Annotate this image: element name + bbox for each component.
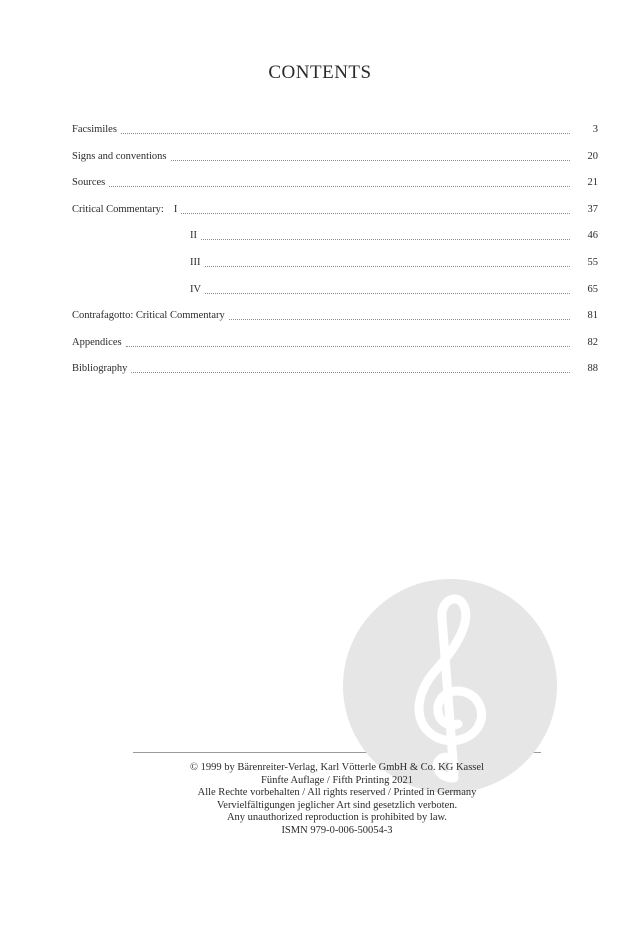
toc-page-number: 46 xyxy=(587,230,598,242)
toc-row xyxy=(72,124,598,151)
toc-leader-dots xyxy=(126,337,570,347)
toc-row xyxy=(72,177,598,204)
imprint-line: Alle Rechte vorbehalten / All rights reserved / Printed in Germany xyxy=(197,787,477,799)
toc-page-number: 21 xyxy=(587,177,598,189)
toc-label: Bibliography xyxy=(72,363,131,374)
imprint-line: Any unauthorized reproduction is prohibited by law. xyxy=(226,812,448,824)
toc-page-number: 82 xyxy=(587,336,598,348)
imprint-line: ISMN 979-0-006-50054-3 xyxy=(281,824,393,836)
toc-row xyxy=(72,284,598,311)
toc-page-number: 3 xyxy=(592,124,598,135)
imprint-line: © 1999 by Bärenreiter-Verlag, Karl Vötterle GmbH & Co. KG Kassel xyxy=(190,762,484,773)
toc-row xyxy=(72,151,598,178)
toc-row xyxy=(72,337,598,364)
toc-leader-dots xyxy=(131,363,570,373)
toc-leader-dots xyxy=(171,151,571,161)
toc-leader-dots xyxy=(121,124,570,134)
page-title: CONTENTS xyxy=(268,62,372,83)
toc-row xyxy=(72,204,598,231)
copyright-imprint xyxy=(133,762,541,838)
toc-label: Facsimiles xyxy=(72,124,121,135)
toc-leader-dots xyxy=(205,257,571,267)
toc-sublabel: I xyxy=(168,204,182,215)
toc-page-number: 81 xyxy=(587,310,598,322)
toc-row xyxy=(72,230,598,257)
toc-sublabel: II xyxy=(72,230,201,241)
toc-leader-dots xyxy=(229,310,570,320)
toc-label: Critical Commentary: xyxy=(72,204,168,215)
toc-page-number: 88 xyxy=(587,363,598,375)
toc-row xyxy=(72,310,598,337)
table-of-contents xyxy=(72,124,598,390)
toc-page-number: 55 xyxy=(587,256,598,268)
toc-page-number: 20 xyxy=(587,150,598,162)
toc-leader-dots xyxy=(205,284,570,294)
toc-sublabel: III xyxy=(72,257,205,268)
toc-label: Contrafagotto: Critical Commentary xyxy=(72,310,229,321)
imprint-line: Vervielfältigungen jeglicher Art sind gesetzlich verboten. xyxy=(216,799,458,811)
toc-sublabel: IV xyxy=(72,284,205,295)
toc-leader-dots xyxy=(109,177,570,187)
toc-page-number: 65 xyxy=(587,283,598,295)
imprint-line: Fünfte Auflage / Fifth Printing 2021 xyxy=(261,774,413,786)
toc-page-number: 37 xyxy=(587,203,598,215)
toc-row xyxy=(72,257,598,284)
toc-leader-dots xyxy=(201,230,570,240)
toc-label: Signs and conventions xyxy=(72,151,171,162)
toc-label: Sources xyxy=(72,177,109,188)
toc-row xyxy=(72,363,598,390)
toc-leader-dots xyxy=(181,204,570,214)
toc-label: Appendices xyxy=(72,337,126,348)
